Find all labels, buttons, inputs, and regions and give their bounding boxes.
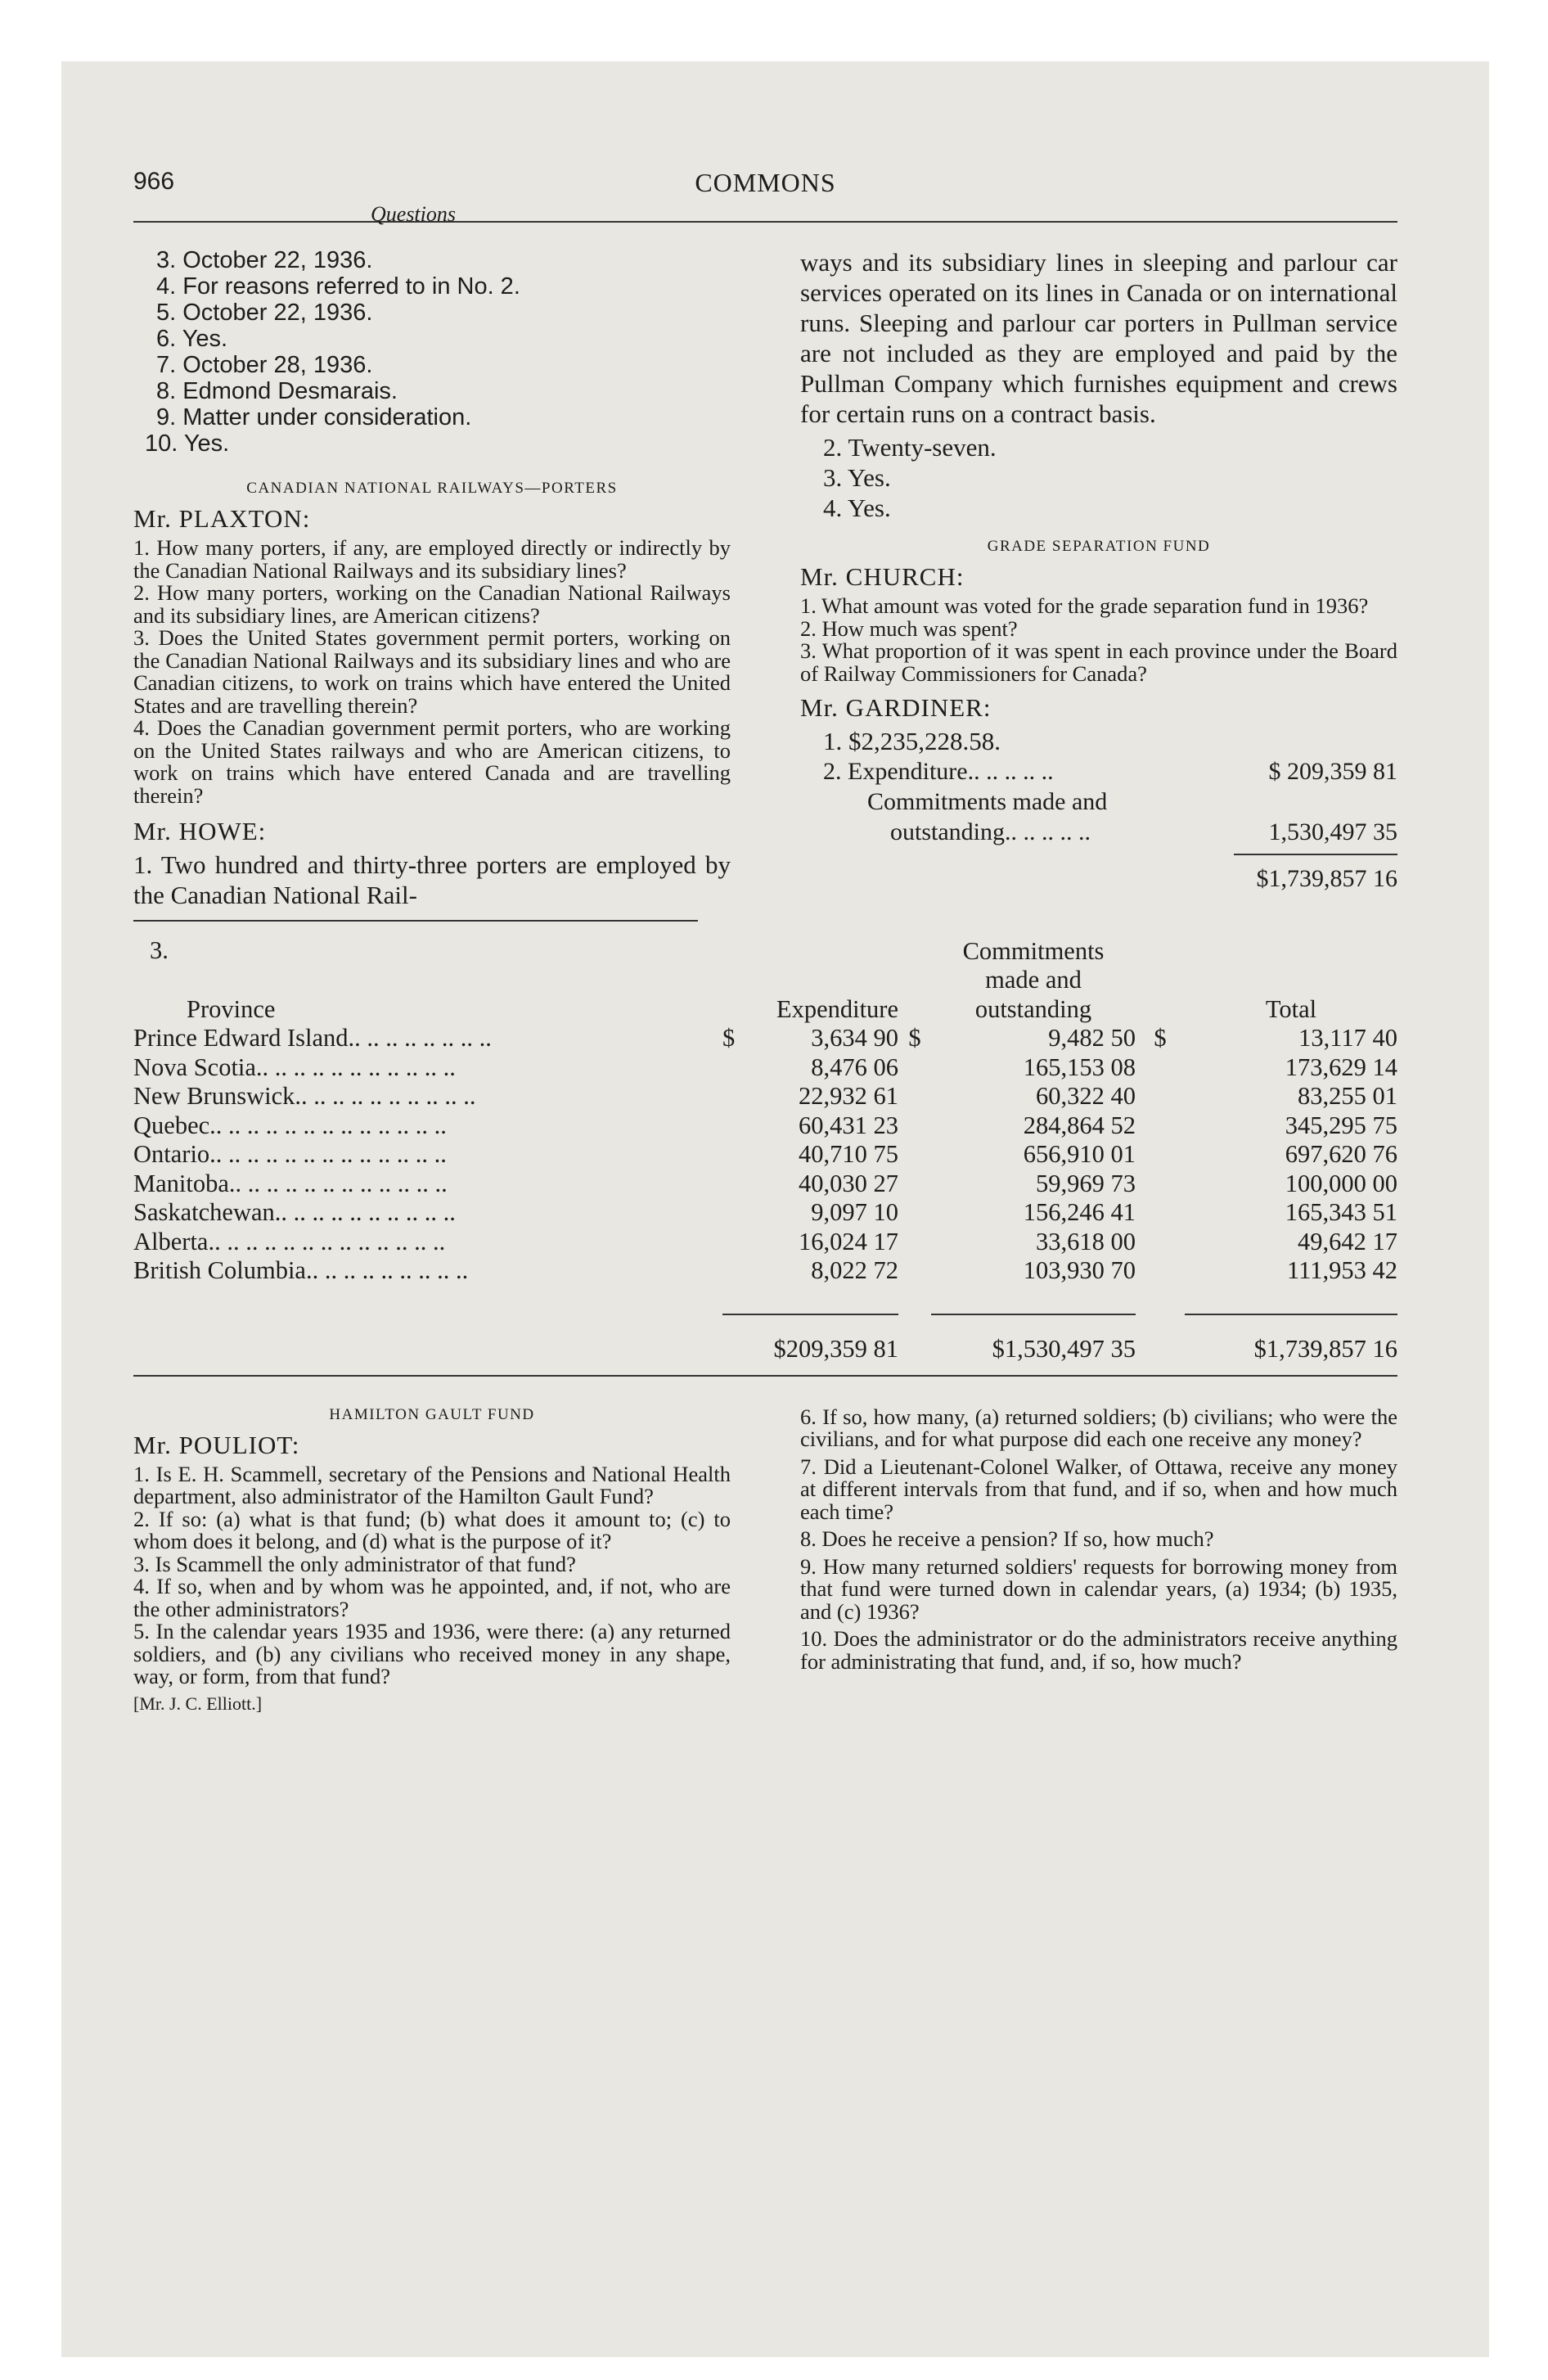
speaker-name: Mr. HOWE: xyxy=(133,817,267,845)
total-expenditure: $209,359 81 xyxy=(773,1334,898,1363)
total-commitments: $1,530,497 35 xyxy=(992,1334,1136,1363)
province-cell: Alberta.. .. .. .. .. .. .. .. .. .. .. .. .. xyxy=(133,1227,446,1255)
answer-item: 9. Matter under consideration. xyxy=(156,404,472,430)
total-rule xyxy=(1234,854,1397,855)
answer-list xyxy=(133,247,731,457)
table-row xyxy=(133,1256,1397,1286)
expenditure-sign-cell xyxy=(722,1227,747,1256)
total-cell: 83,255 01 xyxy=(1298,1082,1397,1110)
total-sign-cell xyxy=(1136,1140,1185,1170)
commitments-cell: 33,618 00 xyxy=(1036,1227,1136,1255)
expenditure-sign-cell xyxy=(722,1082,747,1111)
expenditure-cell: 16,024 17 xyxy=(799,1227,898,1255)
commitments-sign-cell xyxy=(898,1111,931,1140)
question-paragraph: 10. Does the administrator or do the administrators receive anything for administrating that fund, and, if so, how much? xyxy=(800,1626,1397,1674)
header-province: Province xyxy=(187,994,276,1023)
answer-item: 3. October 22, 1936. xyxy=(156,247,373,273)
outstanding-line xyxy=(800,817,1397,847)
question-paragraph: 1. How many porters, if any, are employed directly or indirectly by the Canadian National Railways and its subsidiary lines? xyxy=(133,535,731,583)
total-sign-cell xyxy=(1136,1169,1185,1198)
total-sign-cell: $ xyxy=(1154,1024,1167,1052)
province-cell: Nova Scotia.. .. .. .. .. .. .. .. .. .. .. xyxy=(133,1053,456,1081)
commitments-sign-cell xyxy=(898,1082,931,1111)
table-row xyxy=(133,1024,1397,1053)
total-sign-cell xyxy=(1136,1111,1185,1140)
total-rule-row xyxy=(800,847,1397,855)
member-signature: [Mr. J. C. Elliott.] xyxy=(133,1693,263,1714)
expenditure-label: 2. Expenditure.. .. .. .. .. xyxy=(823,758,1054,785)
outstanding-label: outstanding.. .. .. .. .. xyxy=(890,818,1091,845)
expenditure-cell: 8,476 06 xyxy=(811,1053,898,1081)
question-paragraph: 1. Is E. H. Scammell, secretary of the Pensions and National Health department, also administrator of the Hamilton Gault Fund? xyxy=(133,1461,731,1508)
total-sign-cell xyxy=(1136,1053,1185,1082)
answer-paragraph: 1. Two hundred and thirty-three porters are employed by the Canadian National Rail- xyxy=(133,850,731,909)
table-row xyxy=(133,1227,1397,1256)
bottom-columns xyxy=(133,1406,1397,1715)
province-cell: British Columbia.. .. .. .. .. .. .. .. .. xyxy=(133,1256,469,1284)
outstanding-value: 1,530,497 35 xyxy=(1268,818,1397,845)
speaker-name: Mr. POULIOT: xyxy=(133,1430,300,1459)
total-cell: 173,629 14 xyxy=(1285,1053,1397,1081)
commitments-sign-cell xyxy=(898,1198,931,1228)
header-total: Total xyxy=(1265,994,1317,1023)
table-header-row xyxy=(133,994,1397,1024)
province-cell: Ontario.. .. .. .. .. .. .. .. .. .. .. .. .. xyxy=(133,1140,447,1168)
table-row xyxy=(133,1198,1397,1228)
commitments-sign-cell xyxy=(898,1140,931,1170)
page-subtitle: Questions xyxy=(371,202,456,226)
commitments-line xyxy=(800,787,1397,817)
table-row xyxy=(133,1140,1397,1170)
commitments-sign-cell: $ xyxy=(908,1024,921,1052)
section-heading: GRADE SEPARATION FUND xyxy=(987,538,1211,555)
question-paragraph: 9. How many returned soldiers' requests for borrowing money from that fund were turned down in calendar years, (a) 1934; (b) 1935, and (c) 1936? xyxy=(800,1553,1397,1624)
upper-columns xyxy=(133,247,1397,910)
total-sign-cell xyxy=(1136,1082,1185,1111)
question-paragraph: 4. If so, when and by whom was he appointed, and, if not, who are the other administrators? xyxy=(133,1574,731,1621)
column-end-rule xyxy=(133,920,698,922)
expenditure-cell: 8,022 72 xyxy=(811,1256,898,1284)
answer-item: 4. Yes. xyxy=(823,494,891,522)
province-cell: New Brunswick.. .. .. .. .. .. .. .. .. .. xyxy=(133,1082,476,1110)
table-marker: 3. xyxy=(150,936,169,964)
commitments-cell: 284,864 52 xyxy=(1023,1111,1136,1139)
table-header-row xyxy=(133,936,1397,966)
section-heading: CANADIAN NATIONAL RAILWAYS—PORTERS xyxy=(246,480,618,497)
answer-list xyxy=(800,432,1397,523)
answer-item: 1. $2,235,228.58. xyxy=(823,727,1001,755)
question-paragraph: 2. How many porters, working on the Canadian National Railways and its subsidiary lines, are American citizens? xyxy=(133,580,731,628)
speaker-name: Mr. PLAXTON: xyxy=(133,504,311,533)
question-paragraph: 3. What proportion of it was spent in each province under the Board of Railway Commissioners for Canada? xyxy=(800,638,1397,686)
total-cell: 697,620 76 xyxy=(1285,1140,1397,1168)
expenditure-sign-cell xyxy=(722,1256,747,1286)
expenditure-cell: 3,634 90 xyxy=(811,1024,898,1052)
expenditure-sign-cell xyxy=(722,1169,747,1198)
commitments-cell: 60,322 40 xyxy=(1036,1082,1136,1110)
total-cell: 345,295 75 xyxy=(1285,1111,1397,1139)
answer-item: 8. Edmond Desmarais. xyxy=(156,378,398,404)
commitments-cell: 656,910 01 xyxy=(1023,1140,1136,1168)
page-number: 966 xyxy=(133,168,175,195)
right-column xyxy=(800,247,1397,910)
province-cell: Saskatchewan.. .. .. .. .. .. .. .. .. .. xyxy=(133,1198,456,1226)
expenditure-sign-cell xyxy=(722,1111,747,1140)
total-total: $1,739,857 16 xyxy=(1253,1334,1397,1363)
speaker-name: Mr. CHURCH: xyxy=(800,562,965,591)
commitments-sign-cell xyxy=(898,1256,931,1286)
table-totals-row xyxy=(133,1314,1397,1364)
header-commitments-1: Commitments xyxy=(962,936,1105,965)
question-paragraph: 5. In the calendar years 1935 and 1936, were there: (a) any returned soldiers, and (b) any civilians who received money in any shape, way, or form, from that fund? xyxy=(133,1619,731,1688)
table-row xyxy=(133,1169,1397,1198)
province-cell: Prince Edward Island.. .. .. .. .. .. .. .. xyxy=(133,1024,492,1052)
province-cell: Manitoba.. .. .. .. .. .. .. .. .. .. .. .. xyxy=(133,1169,448,1197)
answer-item: 3. Yes. xyxy=(823,463,891,492)
question-paragraph: 7. Did a Lieutenant-Colonel Walker, of Ottawa, receive any money at different intervals from that fund, and if so, when and how much each time? xyxy=(800,1454,1397,1524)
answer-item: 2. Twenty-seven. xyxy=(823,433,997,462)
question-paragraph: 3. Is Scammell the only administrator of that fund? xyxy=(133,1551,576,1576)
total-cell: 111,953 42 xyxy=(1287,1256,1397,1284)
total-sign-cell xyxy=(1136,1256,1185,1286)
table-end-rule xyxy=(133,1375,1397,1377)
expenditure-sign-cell xyxy=(722,1053,747,1082)
total-cell: 100,000 00 xyxy=(1285,1169,1397,1197)
question-paragraph: 2. How much was spent? xyxy=(800,615,1018,641)
total-sign-cell xyxy=(1136,1198,1185,1228)
answer-item: 10. Yes. xyxy=(145,430,230,457)
answer-item: 7. October 28, 1936. xyxy=(156,352,373,378)
total-line xyxy=(800,863,1397,894)
commitments-sign-cell xyxy=(898,1053,931,1082)
expenditure-line xyxy=(800,756,1397,787)
bottom-left-column xyxy=(133,1406,731,1715)
header-commitments-2: made and xyxy=(985,966,1082,994)
commitments-cell: 156,246 41 xyxy=(1023,1198,1136,1226)
commitments-sign-cell xyxy=(898,1169,931,1198)
question-paragraph: 3. Does the United States government permit porters, working on the Canadian National Railways and its subsidiary lines and who are Canadian citizens, to work on trains which have entered the United States and are travelling therein? xyxy=(133,625,731,718)
expenditure-value: $ 209,359 81 xyxy=(1268,758,1397,785)
province-table xyxy=(133,936,1397,1364)
commitments-cell: 9,482 50 xyxy=(1048,1024,1136,1052)
expenditure-sign-cell xyxy=(722,1140,747,1170)
expenditure-cell: 40,710 75 xyxy=(799,1140,898,1168)
commitments-cell: 165,153 08 xyxy=(1023,1053,1136,1081)
total-cell: 165,343 51 xyxy=(1285,1198,1397,1226)
page-content xyxy=(133,160,1397,1715)
bottom-right-column xyxy=(800,1406,1397,1715)
header-expenditure: Expenditure xyxy=(776,994,898,1023)
continued-answer: ways and its subsidiary lines in sleeping and parlour car services operated on its lines in Canada or on international runs. Sleeping and parlour car porters in Pullman service are not included as they are employed and paid by the Pullman Company which furnishes equipment and crews for certain runs on a contract basis. xyxy=(800,248,1397,428)
header-rule xyxy=(133,221,1397,223)
expenditure-cell: 9,097 10 xyxy=(811,1198,898,1226)
expenditure-sign-cell: $ xyxy=(722,1024,736,1052)
question-paragraph: 6. If so, how many, (a) returned soldiers; (b) civilians; who were the civilians, and for what purpose did each one receive any money? xyxy=(800,1404,1397,1451)
expenditure-cell: 60,431 23 xyxy=(799,1111,898,1139)
expenditure-cell: 40,030 27 xyxy=(799,1169,898,1197)
question-paragraph: 8. Does he receive a pension? If so, how much? xyxy=(800,1526,1214,1551)
commitments-label: Commitments made and xyxy=(867,788,1108,815)
left-column xyxy=(133,247,731,910)
total-sign-cell xyxy=(1136,1227,1185,1256)
question-paragraph: 2. If so: (a) what is that fund; (b) what does it amount to; (c) to whom does it belong, and (d) what is the purpose of it? xyxy=(133,1506,731,1553)
table-sum-rule-row xyxy=(133,1285,1397,1314)
commitments-sign-cell xyxy=(898,1227,931,1256)
total-cell: 49,642 17 xyxy=(1298,1227,1397,1255)
answer-item: 4. For reasons referred to in No. 2. xyxy=(156,273,520,300)
total-cell: 13,117 40 xyxy=(1298,1024,1397,1052)
page-title: COMMONS xyxy=(695,168,836,197)
header-commitments-3: outstanding xyxy=(974,994,1092,1023)
page-header xyxy=(133,160,1397,226)
province-cell: Quebec.. .. .. .. .. .. .. .. .. .. .. .. .. xyxy=(133,1111,447,1139)
question-paragraph: 1. What amount was voted for the grade separation fund in 1936? xyxy=(800,593,1369,618)
table-header-row xyxy=(133,966,1397,995)
table-row xyxy=(133,1053,1397,1082)
total-value: $1,739,857 16 xyxy=(1256,865,1397,892)
speaker-name: Mr. GARDINER: xyxy=(800,693,992,722)
answer-item: 6. Yes. xyxy=(156,326,228,352)
question-paragraph: 4. Does the Canadian government permit porters, who are working on the United States railways and who are American citizens, to work on trains which have entered Canada and are travelling therein? xyxy=(133,715,731,808)
commitments-cell: 59,969 73 xyxy=(1036,1169,1136,1197)
answer-item: 5. October 22, 1936. xyxy=(156,300,373,326)
province-table-block xyxy=(133,936,1397,1364)
expenditure-cell: 22,932 61 xyxy=(799,1082,898,1110)
table-row xyxy=(133,1111,1397,1140)
commitments-cell: 103,930 70 xyxy=(1023,1256,1136,1284)
expenditure-sign-cell xyxy=(722,1198,747,1228)
table-row xyxy=(133,1082,1397,1111)
section-heading: HAMILTON GAULT FUND xyxy=(329,1405,535,1423)
